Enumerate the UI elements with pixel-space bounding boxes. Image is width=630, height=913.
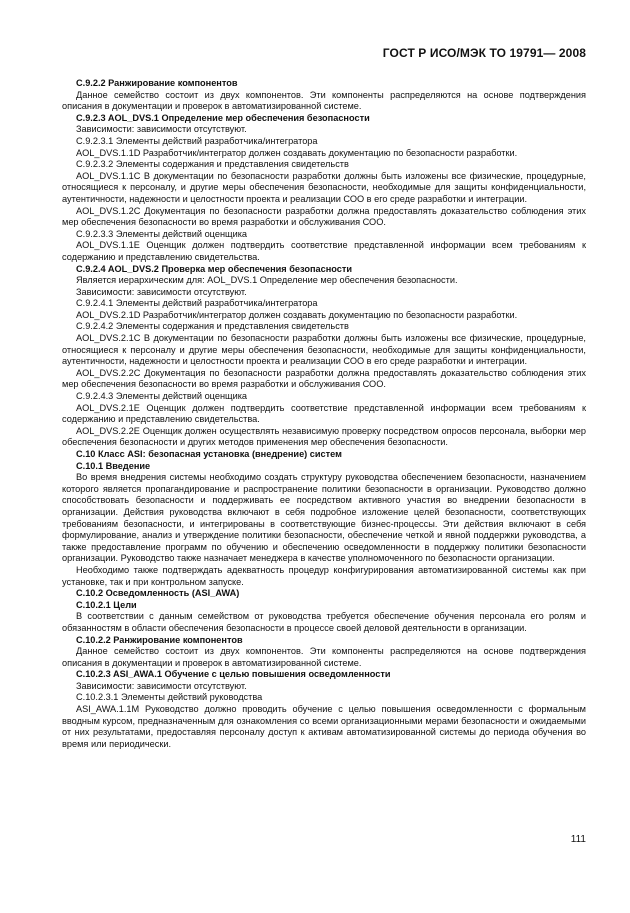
section-heading: C.9.2.2 Ранжирование компонентов	[76, 78, 238, 88]
paragraph: Данное семейство состоит из двух компонентов. Эти компоненты распределяются на основе подтверждения описания в документации и проверок в автоматизированной системе.	[62, 89, 586, 112]
paragraph: Зависимости: зависимости отсутствуют.	[76, 286, 247, 297]
section-heading: C.9.2.4 AOL_DVS.2 Проверка мер обеспечения безопасности	[76, 263, 353, 274]
paragraph: Необходимо также подтверждать адекватность процедур конфигурирования автоматизированной системы как при установке, так и при контрольном запуске.	[62, 564, 586, 587]
paragraph: C.9.2.4.3 Элементы действий оценщика	[76, 391, 248, 402]
paragraph: Является иерархическим для: AOL_DVS.1 Определение мер обеспечения безопасности.	[76, 275, 458, 286]
paragraph: AOL_DVS.1.1D Разработчик/интегратор должен создавать документацию по безопасности разработки.	[76, 147, 518, 158]
paragraph: AOL_DVS.1.2C Документация по безопасности разработки должна предоставлять доказательство соблюдения этих мер обеспечения безопасности во время разработки и обслуживания СОО.	[62, 205, 586, 228]
section-heading: C.9.2.3 AOL_DVS.1 Определение мер обеспечения безопасности	[76, 112, 370, 123]
paragraph: C.9.2.3.1 Элементы действий разработчика/интегратора	[76, 135, 318, 146]
paragraph: Во время внедрения системы необходимо создать структуру руководства обеспечением безопасности, назначением которого является пропагандирование и распространение политики безопасности в организации. Руководство должно способствовать безопасности и поддерживать ее посредством активного участия во внедрении безопасности в организации. Действия руководства включают в себя подробное изложение целей безопасности, соответствующих требованиям безопасности, и интегрированы в соответствующие бизнес-процессы. Эти действия включают в себя формулирование, анализ и утверждение политики безопасности, обеспечение четкой и явной поддержки руководства, а также предоставление программ по обучению и обеспечению осведомленности в поддержку политики безопасности организации. Руководство также назначает менеджера в качестве уполномоченного по безопасности организации.	[62, 472, 586, 564]
paragraph: C.9.2.4.2 Элементы содержания и представления свидетельств	[76, 321, 349, 332]
document-header: ГОСТ Р ИСО/МЭК ТО 19791— 2008	[382, 46, 586, 60]
paragraph: AOL_DVS.2.1C В документации по безопасности разработки должны быть изложены все физические, процедурные, относящиеся к персоналу и другие меры обеспечения безопасности, необходимые для защиты конфиденциальности, аутентичности, надежности и целостности проекта и реализации СОО в его среде разработки и интеграции.	[62, 333, 586, 367]
paragraph: AOL_DVS.2.2E Оценщик должен осуществлять независимую проверку посредством опросов персонала, выборки мер обеспечения безопасности и других методов применения мер обеспечения безопасности.	[62, 425, 586, 448]
paragraph: C.10.2.3.1 Элементы действий руководства	[76, 692, 263, 703]
section-heading: C.10.2.3 ASI_AWA.1 Обучение с целью повышения осведомленности	[76, 669, 391, 680]
paragraph: AOL_DVS.2.1E Оценщик должен подтвердить соответствие представленной информации всем требованиям к содержанию и представлению свидетельства.	[62, 402, 586, 425]
section-heading: C.10.1 Введение	[76, 460, 151, 471]
section-heading: C.10.2.1 Цели	[76, 599, 137, 610]
paragraph: AOL_DVS.1.1E Оценщик должен подтвердить соответствие представленной информации всем требованиям к содержанию и представлению свидетельства.	[62, 240, 586, 262]
paragraph: C.9.2.3.2 Элементы содержания и представления свидетельств	[76, 159, 349, 170]
paragraph: Зависимости: зависимости отсутствуют.	[76, 680, 247, 691]
paragraph: AOL_DVS.2.2C Документация по безопасности разработки должна предоставлять доказательство соблюдения этих мер обеспечения безопасности во время разработки и обслуживания СОО.	[62, 367, 586, 390]
paragraph: ASI_AWA.1.1M Руководство должно проводить обучение с целью повышения осведомленности с формальным вводным курсом, предназначенным для ознакомления со всеми организационными мерами безопасности и ожидаемыми от них результатами, предоставляя персоналу доступ к активам автоматизированной системы до периода обучения во время или периодически.	[62, 704, 586, 749]
section-heading: C.10.2.2 Ранжирование компонентов	[76, 634, 243, 645]
section-heading: C.10 Класс ASI: безопасная установка (внедрение) систем	[76, 449, 342, 459]
paragraph: AOL_DVS.1.1C В документации по безопасности разработки должны быть изложены все физические, процедурные, относящиеся к персоналу, и другие меры обеспечения безопасности, необходимые для защиты конфиденциальности, аутентичности, надежности и целостности проекта и реализации СОО в его среде разработки и интеграции.	[62, 170, 586, 204]
paragraph: AOL_DVS.2.1D Разработчик/интегратор должен создавать документацию по безопасности разработки.	[76, 309, 518, 320]
document-body	[62, 78, 586, 750]
paragraph: Зависимости: зависимости отсутствуют.	[76, 124, 247, 135]
page-number: 111	[570, 834, 586, 845]
section-heading: C.10.2 Осведомленность (ASI_AWA)	[76, 588, 240, 599]
paragraph: Данное семейство состоит из двух компонентов. Эти компоненты распределяются на основе подтверждения описания в документации и проверок в автоматизированной системе.	[62, 646, 586, 668]
paragraph: C.9.2.3.3 Элементы действий оценщика	[76, 228, 248, 239]
paragraph: C.9.2.4.1 Элементы действий разработчика/интегратора	[76, 298, 318, 309]
paragraph: В соответствии с данным семейством от руководства требуется обеспечение обучения персонала его ролям и обязанностям в области обеспечения безопасности в процессе своей деловой деятельности в организации.	[62, 611, 586, 633]
